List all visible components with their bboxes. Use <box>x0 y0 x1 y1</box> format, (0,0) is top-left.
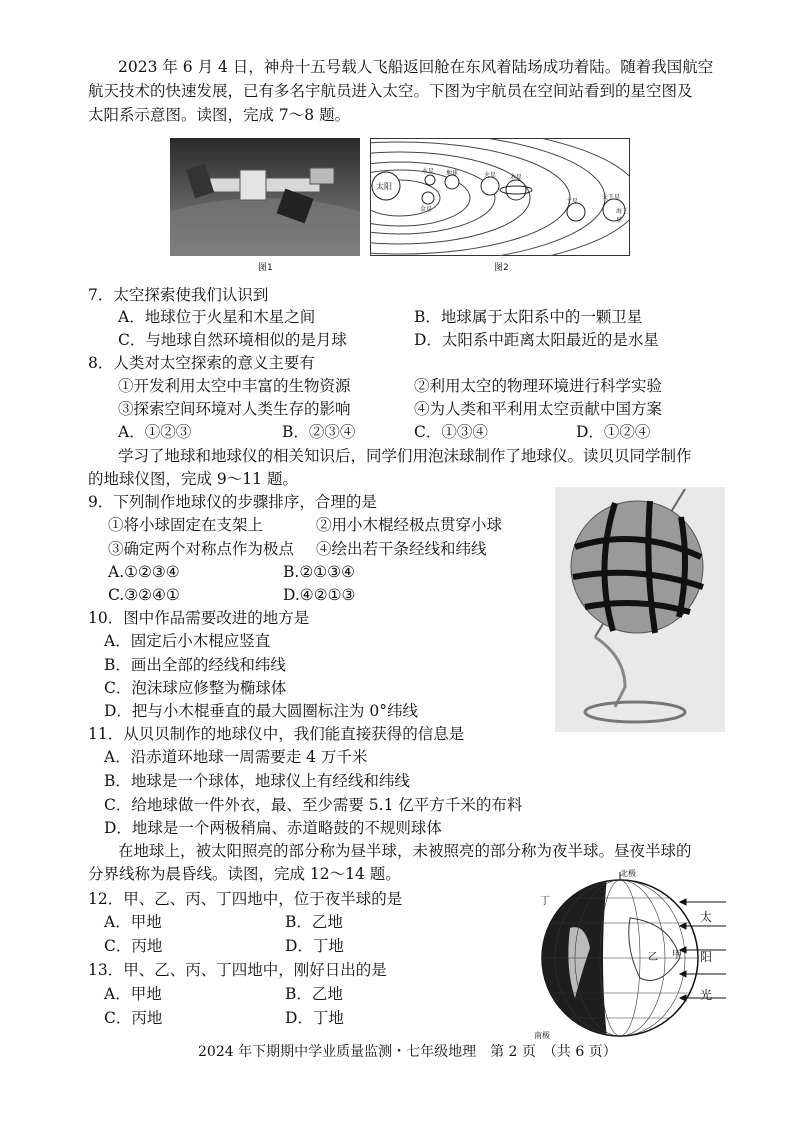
q9-step-4: ④绘出若干条经线和纬线 <box>316 540 487 558</box>
intro1-line3: 太阳系示意图。读图，完成 7～8 题。 <box>88 106 351 124</box>
q8-statement-1: ①开发利用太空中丰富的生物资源 <box>118 377 351 395</box>
saturn-label: 土星 <box>566 198 579 205</box>
day-night-globe-figure <box>530 868 730 1043</box>
q8-option-b: B．②③④ <box>282 423 356 441</box>
q10-stem: 10．图中作品需要改进的地方是 <box>88 609 310 627</box>
q9-option-a: A.①②③④ <box>108 563 180 581</box>
place-bing-label: 丙 <box>622 966 632 977</box>
q10-option-c: C．泡沫球应修整为椭球体 <box>104 679 287 697</box>
q12-option-c: C．丙地 <box>104 937 163 955</box>
q12-option-d: D．丁地 <box>285 937 344 955</box>
q13-option-a: A．甲地 <box>104 985 162 1003</box>
figure2 <box>370 138 630 273</box>
q8-option-c: C．①③④ <box>414 423 488 441</box>
q12-option-b: B．乙地 <box>285 913 343 931</box>
q13-option-c: C．丙地 <box>104 1009 163 1027</box>
sunlight-label-3: 光 <box>700 988 713 1002</box>
q9-step-1: ①将小球固定在支架上 <box>108 516 264 534</box>
q10-option-d: D．把与小木棍垂直的最大圆圈标注为 0°纬线 <box>104 702 418 720</box>
solar-system-diagram <box>370 138 630 256</box>
q9-step-3: ③确定两个对称点作为极点 <box>108 540 295 558</box>
q11-option-a: A．沿赤道环地球一周需要走 4 万千米 <box>104 748 368 766</box>
globe-photo <box>555 487 725 732</box>
q9-option-c: C.③②④① <box>108 586 180 604</box>
q11-option-c: C．给地球做一件外衣，最、至少需要 5.1 亿平方千米的布料 <box>104 796 523 814</box>
q8-option-a: A．①②③ <box>118 423 192 441</box>
q7-option-a: A．地球位于火星和木星之间 <box>118 308 316 326</box>
intro3-line2: 分界线称为晨昏线。读图，完成 12～14 题。 <box>88 865 401 883</box>
uranus-label: 天王星 <box>602 194 621 201</box>
q11-option-b: B．地球是一个球体，地球仪上有经线和纬线 <box>104 772 410 790</box>
q10-option-b: B．画出全部的经线和纬线 <box>104 656 286 674</box>
q11-option-d: D．地球是一个两极稍扁、赤道略鼓的不规则球体 <box>104 819 442 837</box>
q8-statement-2: ②利用太空的物理环境进行科学实验 <box>414 377 663 395</box>
place-ding-label: 丁 <box>540 896 550 907</box>
jupiter-label: 木星 <box>510 174 523 181</box>
q12-option-a: A．甲地 <box>104 913 162 931</box>
figure1 <box>170 138 360 273</box>
q8-option-d: D．①②④ <box>576 423 651 441</box>
intro2-line2: 的地球仪图，完成 9～11 题。 <box>88 470 298 488</box>
q8-stem: 8．人类对太空探索的意义主要有 <box>88 354 315 372</box>
space-station-image <box>170 138 360 256</box>
q12-stem: 12．甲、乙、丙、丁四地中，位于夜半球的是 <box>88 890 403 908</box>
neptune-label: 海王星 <box>616 208 629 224</box>
earth-label: 地球 <box>446 170 459 177</box>
sunlight-label-1: 太 <box>700 910 713 924</box>
q13-stem: 13．甲、乙、丙、丁四地中，刚好日出的是 <box>88 961 387 979</box>
venus-label: 金星 <box>420 206 433 213</box>
mercury-label: 水星 <box>422 168 435 175</box>
q9-option-b: B.②①③④ <box>283 563 355 581</box>
north-pole-label: 北极 <box>620 869 636 878</box>
intro1-line1: 2023 年 6 月 4 日，神舟十五号载人飞船返回舱在东风着陆场成功着陆。随着我国航空 <box>118 58 714 76</box>
q7-option-d: D．太阳系中距离太阳最近的是水星 <box>414 331 659 349</box>
q7-option-c: C．与地球自然环境相似的是月球 <box>118 331 347 349</box>
intro3-line1: 在地球上，被太阳照亮的部分称为昼半球，未被照亮的部分称为夜半球。昼夜半球的 <box>118 842 692 860</box>
q9-step-2: ②用小木棍经极点贯穿小球 <box>316 516 503 534</box>
foam-globe-image <box>555 487 725 732</box>
page-footer: 2024 年下期期中学业质量监测・七年级地理 第 2 页 （共 6 页） <box>198 1044 617 1060</box>
q9-stem: 9．下列制作地球仪的步骤排序，合理的是 <box>88 493 377 511</box>
sunlight-label-2: 阳 <box>700 950 713 964</box>
q9-option-d: D.④②①③ <box>283 586 356 604</box>
figure1-caption: 图1 <box>258 263 273 273</box>
q10-option-a: A．固定后小木棍应竖直 <box>104 632 271 650</box>
mars-label: 火星 <box>484 172 497 179</box>
intro1-line2: 航天技术的快速发展，已有多名宇航员进入太空。下图为宇航员在空间站看到的星空图及 <box>88 82 693 100</box>
q8-statement-3: ③探索空间环境对人类生存的影响 <box>118 400 351 418</box>
place-jia-label: 甲 <box>672 950 682 961</box>
place-yi-label: 乙 <box>648 952 658 963</box>
q13-option-b: B．乙地 <box>285 985 343 1003</box>
sun-label: 太阳 <box>376 182 392 191</box>
q11-stem: 11．从贝贝制作的地球仪中，我们能直接获得的信息是 <box>88 725 465 743</box>
q13-option-d: D．丁地 <box>285 1009 344 1027</box>
south-pole-label: 南极 <box>534 1031 550 1040</box>
q7-option-b: B．地球属于太阳系中的一颗卫星 <box>414 308 643 326</box>
intro2-line1: 学习了地球和地球仪的相关知识后，同学们用泡沫球制作了地球仪。读贝贝同学制作 <box>118 447 692 465</box>
figure2-caption: 图2 <box>494 263 509 273</box>
q8-statement-4: ④为人类和平利用太空贡献中国方案 <box>414 400 663 418</box>
q7-stem: 7．太空探索使我们认识到 <box>88 286 269 304</box>
